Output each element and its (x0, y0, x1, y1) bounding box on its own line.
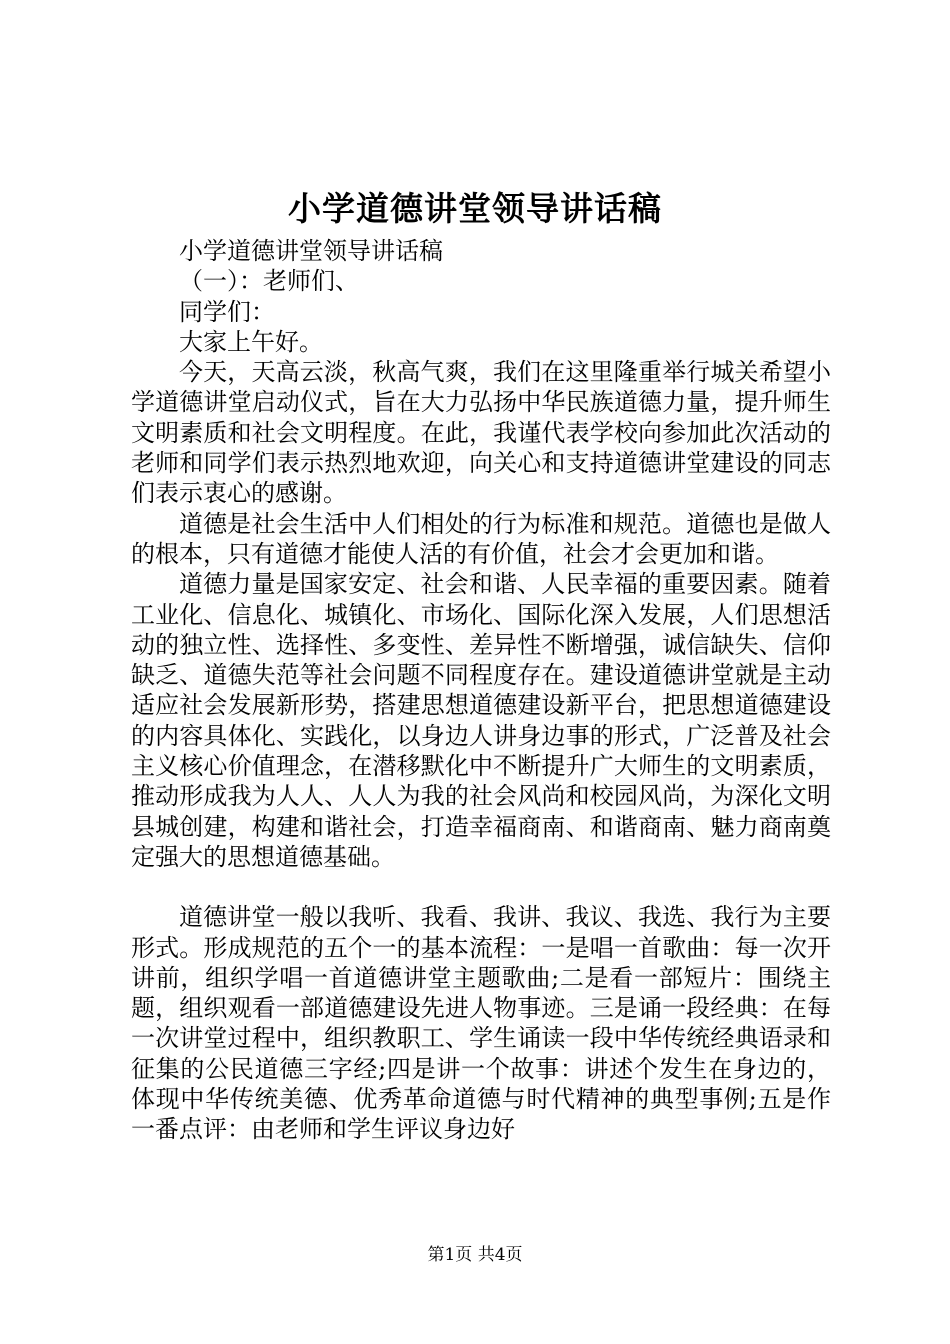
paragraph-morality: 道德是社会生活中人们相处的行为标准和规范。道德也是做人的根本，只有道德才能使人活的有价值，社会才会更加和谐。 (131, 509, 831, 568)
document-title: 小学道德讲堂领导讲话稿 (288, 189, 662, 228)
document-body (131, 236, 831, 1145)
paragraph-section-label: （一）：老师们、 (179, 267, 359, 296)
page-number: 第1页 共4页 (427, 1245, 523, 1265)
paragraph-moral-power: 道德力量是国家安定、社会和谐、人民幸福的重要因素。随着工业化、信息化、城镇化、市场化、国际化深入发展，人们思想活动的独立性、选择性、多变性、差异性不断增强，诚信缺失、信仰缺乏、道德失范等社会问题不同程度存在。建设道德讲堂就是主动适应社会发展新形势，搭建思想道德建设新平台，把思想道德建设的内容具体化、实践化，以身边人讲身边事的形式，广泛普及社会主义核心价值理念，在潜移默化中不断提升广大师生的文明素质，推动形成我为人人、人人为我的社会风尚和校园风尚，为深化文明县城创建，构建和谐社会，打造幸福商南、和谐商南、魅力商南奠定强大的思想道德基础。 (131, 570, 831, 871)
paragraph-salutation: 同学们： (179, 297, 275, 326)
paragraph-greeting: 大家上午好。 (179, 327, 323, 356)
paragraph-heading: 小学道德讲堂领导讲话稿 (179, 237, 443, 265)
paragraph-opening: 今天，天高云淡，秋高气爽，我们在这里隆重举行城关希望小学道德讲堂启动仪式，旨在大力弘扬中华民族道德力量，提升师生文明素质和社会文明程度。在此，我谨代表学校向参加此次活动的老师和同学们表示热烈地欢迎，向关心和支持道德讲堂建设的同志们表示衷心的感谢。 (131, 358, 831, 508)
paragraph-lecture-format: 道德讲堂一般以我听、我看、我讲、我议、我选、我行为主要形式。形成规范的五个一的基本流程：一是唱一首歌曲：每一次开讲前，组织学唱一首道德讲堂主题歌曲;二是看一部短片：围绕主题，组织观看一部道德建设先进人物事迹。三是诵一段经典：在每一次讲堂过程中，组织教职工、学生诵读一段中华传统经典语录和征集的公民道德三字经;四是讲一个故事：讲述个发生在身边的，体现中华传统美德、优秀革命道德与时代精神的典型事例;五是作一番点评：由老师和学生评议身边好 (131, 903, 831, 1144)
